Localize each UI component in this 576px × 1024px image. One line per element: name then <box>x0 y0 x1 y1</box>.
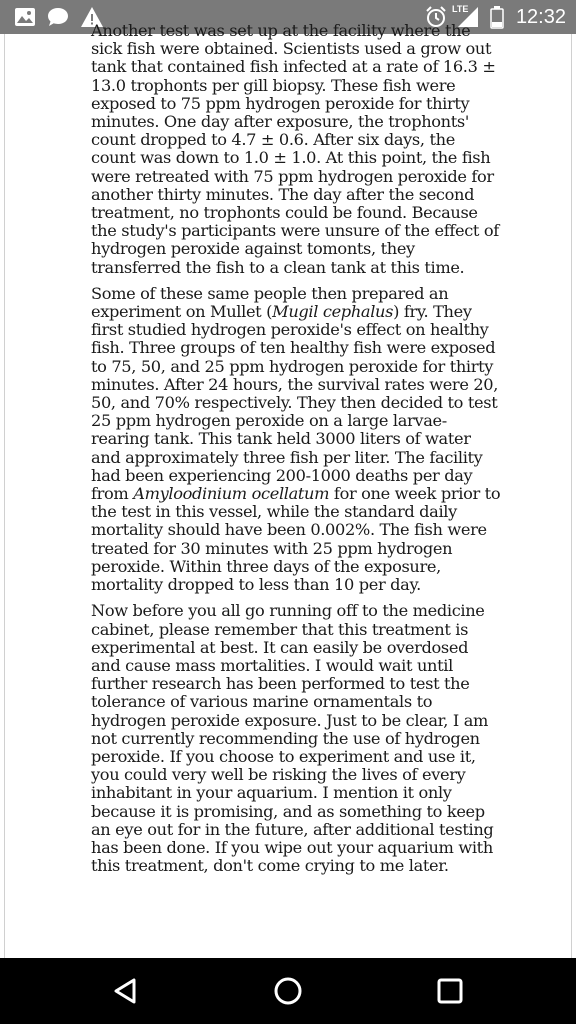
home-icon[interactable] <box>272 975 304 1007</box>
gallery-icon <box>14 6 36 33</box>
paragraph-1 <box>91 22 501 277</box>
paragraph-3-text: Now before you all go running off to the medicine cabinet, please remember that this treatment is experimental at best. It can easily be overdosed and cause mass mortalities. I would wait until further research has been performed to test the tolerance of various marine ornamentals to hydrogen peroxide exposure. Just to be clear, I am not currently recommending the use of hydrogen peroxide. If you choose to experiment and use it, you could very well be risking the lives of every inhabitant in your aquarium. I mention it only because it is promising, and as something to keep an eye out for in the future, after additional testing has been done. If you wipe out your aquarium with this treatment, don't come crying to me later. <box>91 601 494 876</box>
paragraph-1-text: Another test was set up at the facility where the sick fish were obtained. Scientists used a grow out tank that contained fish infected at a rate of 16.3 ± 13.0 trophonts per gill biopsy. These fish were exposed to 75 ppm hydrogen peroxide for thirty minutes. One day after exposure, the trophonts' count dropped to 4.7 ± 0.6. After six days, the count was down to 1.0 ± 1.0. At this point, the fish were retreated with 75 ppm hydrogen peroxide for another thirty minutes. The day after the second treatment, no trophonts could be found. Because the study's participants were unsure of the effect of hydrogen peroxide against tomonts, they transferred the fish to a clean tank at this time. <box>91 21 499 277</box>
species-name-amyloodinium: Amyloodinium ocellatum <box>133 484 330 504</box>
paragraph-2 <box>91 285 501 594</box>
network-type-label: LTE <box>452 4 469 14</box>
chat-icon <box>46 6 70 33</box>
paragraph-3 <box>91 602 501 875</box>
paragraph-2-text-a: Some of these same people then prepared an experiment on Mullet ( <box>91 283 449 322</box>
clock-time: 12:32 <box>515 6 566 28</box>
paragraph-2-text-b: ) fry. They first studied hydrogen peroxide's effect on healthy fish. Three groups of ten healthy fish were exposed to 75, 50, and 25 ppm hydrogen peroxide for thirty minutes. After 24 hours, the survival rates were 20, 50, and 70% respectively. They then decided to test 25 ppm hydrogen peroxide on a large larvae-rearing tank. This tank held 3000 liters of water and approximately three fish per liter. The facility had been experiencing 200-1000 deaths per day from <box>91 302 499 504</box>
navigation-bar <box>0 958 576 1024</box>
species-name-mullet: Mugil cephalus <box>272 302 394 322</box>
article-viewport[interactable] <box>0 21 576 958</box>
recents-icon[interactable] <box>434 975 466 1007</box>
back-icon[interactable] <box>110 975 142 1007</box>
paragraph-2-text-c: for one week prior to the test in this vessel, while the standard daily mortality should have been 0.002%. The fish were treated for 30 minutes with 25 ppm hydrogen peroxide. Within three days of the exposure, mortality dropped to less than 10 per day. <box>91 484 501 595</box>
article-body <box>91 22 501 883</box>
